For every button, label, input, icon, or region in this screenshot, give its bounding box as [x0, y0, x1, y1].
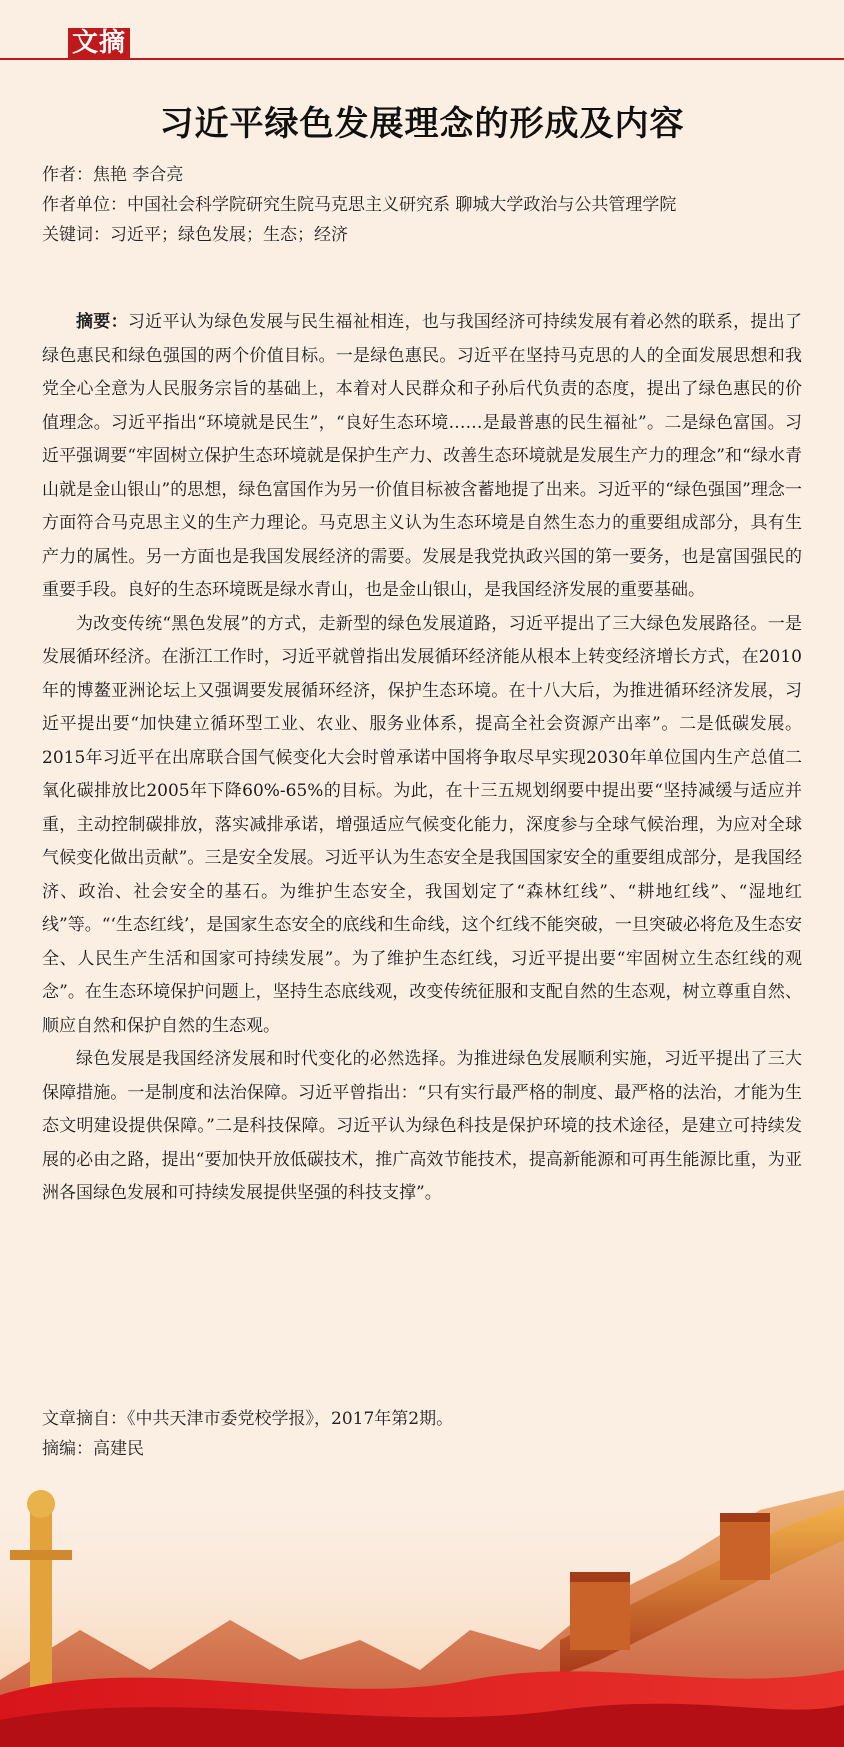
abstract-paragraph-2: 为改变传统“黑色发展”的方式，走新型的绿色发展道路，习近平提出了三大绿色发展路径。一是发展循环经济。在浙江工作时，习近平就曾指出发展循环经济能从根本上转变经济增长方式，在2010年的博鳌亚洲论坛上又强调要发展循环经济，保护生态环境。在十八大后，为推进循环经济发展，习近平提出要“加快建立循环型工业、农业、服务业体系，提高全社会资源产出率”。二是低碳发展。2015年习近平在出席联合国气候变化大会时曾承诺中国将争取尽早实现2030年单位国内生产总值二氧化碳排放比2005年下降60%-65%的目标。为此，在十三五规划纲要中提出要“坚持减缓与适应并重，主动控制碳排放，落实减排承诺，增强适应气候变化能力，深度参与全球气候治理，为应对全球气候变化做出贡献”。三是安全发展。习近平认为生态安全是我国国家安全的重要组成部分，是我国经济、政治、社会安全的基石。为维护生态安全，我国划定了“森林红线”、“耕地红线”、“湿地红线”等。“‘生态红线’，是国家生态安全的底线和生命线，这个红线不能突破，一旦突破必将危及生态安全、人民生产生活和国家可持续发展”。为了维护生态红线，习近平提出要“牢固树立生态红线的观念”。在生态环境保护问题上，坚持生态底线观，改变传统征服和支配自然的生态观，树立尊重自然、顺应自然和保护自然的生态观。: [42, 613, 802, 1036]
abstract-paragraph-1: [42, 306, 802, 608]
section-tag: 文摘: [68, 28, 130, 58]
huabiao-top: [27, 1490, 55, 1518]
header-rule: [0, 58, 844, 60]
authors: 作者：焦艳 李合亮: [42, 165, 184, 185]
abstract-text-1: 习近平认为绿色发展与民生福祉相连，也与我国经济可持续发展有着必然的联系，提出了绿色惠民和绿色强国的两个价值目标。一是绿色惠民。习近平在坚持马克思的人的全面发展思想和我党全心全意为人民服务宗旨的基础上，本着对人民群众和子孙后代负责的态度，提出了绿色惠民的价值理念。习近平指出“环境就是民生”，“良好生态环境……是最普惠的民生福祉”。二是绿色富国。习近平强调要“牢固树立保护生态环境就是保护生产力、改善生态环境就是发展生产力的理念”和“绿水青山就是金山银山”的思想，绿色富国作为另一价值目标被含蓄地提了出来。习近平的“绿色强国”理念一方面符合马克思主义的生产力理论。马克思主义认为生态环境是自然生态力的重要组成部分，具有生产力的属性。另一方面也是我国发展经济的需要。发展是我党执政兴国的第一要务，也是富国强民的重要手段。良好的生态环境既是绿水青山，也是金山银山，是我国经济发展的重要基础。: [42, 312, 803, 600]
affiliation: 作者单位：中国社会科学院研究生院马克思主义研究系 聊城大学政治与公共管理学院: [42, 195, 677, 215]
abstract-body: [42, 306, 802, 1211]
huabiao-crossbar: [10, 1550, 72, 1560]
abstract-label: 摘要：: [76, 312, 128, 332]
editor-credit: 摘编：高建民: [42, 1439, 144, 1459]
great-wall-illustration: [0, 1480, 844, 1747]
watchtower-2-top: [720, 1513, 770, 1522]
watchtower-1: [570, 1580, 630, 1650]
article-title: 习近平绿色发展理念的形成及内容: [159, 104, 685, 144]
huabiao-column: [30, 1510, 52, 1710]
keywords: 关键词：习近平；绿色发展；生态；经济: [42, 225, 348, 245]
abstract-paragraph-3: 绿色发展是我国经济发展和时代变化的必然选择。为推进绿色发展顺利实施，习近平提出了三大保障措施。一是制度和法治保障。习近平曾指出：“只有实行最严格的制度、最严格的法治，才能为生态文明建设提供保障。”二是科技保障。习近平认为绿色科技是保护环境的技术途径，是建立可持续发展的必由之路，提出“要加快开放低碳技术，推广高效节能技术，提高新能源和可再生能源比重，为亚洲各国绿色发展和可持续发展提供坚强的科技支撑”。: [42, 1049, 802, 1203]
source-citation: 文章摘自：《中共天津市委党校学报》，2017年第2期。: [42, 1409, 454, 1429]
watchtower-2: [720, 1520, 770, 1580]
watchtower-1-top: [570, 1572, 630, 1582]
